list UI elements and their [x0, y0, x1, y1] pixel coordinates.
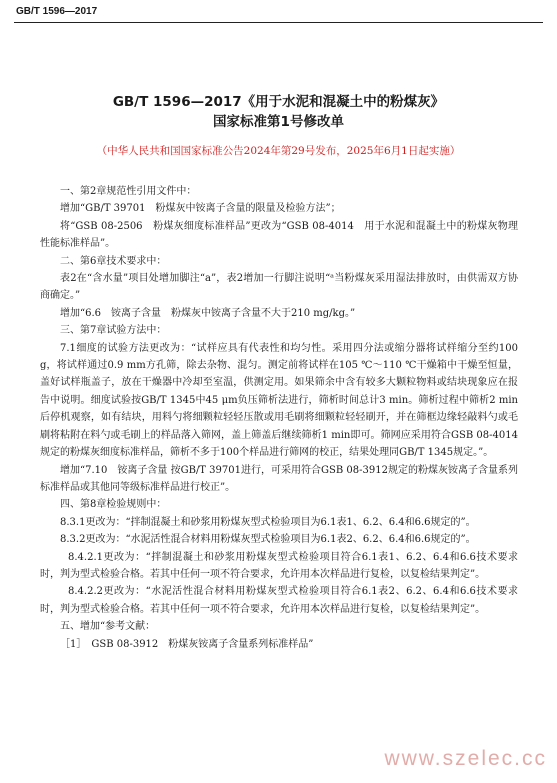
section-heading: 二、第6章技术要求中： — [60, 255, 167, 267]
paragraph: 8.4.2.1更改为：“拌制混凝土和砂浆用粉煤灰型式检验项目符合6.1表1、6.2、6.4和6.6技术要求时，判为型式检验合格。若其中任何一项不符合要求，允许用本次样品进行复检，以复检结果判定”。 — [40, 551, 518, 580]
section-heading: 三、第7章试验方法中： — [60, 325, 167, 337]
section-heading: 一、第2章规范性引用文件中： — [60, 186, 197, 197]
header-divider — [14, 22, 543, 23]
document-title: GB/T 1596—2017《用于水泥和混凝土中的粉煤灰》 — [112, 94, 445, 110]
paragraph: 8.3.2更改为：“水泥活性混合材料用粉煤灰型式检验项目为6.1表2、6.2、6.4和6.6规定的”。 — [60, 534, 476, 546]
standard-number-header: GB/T 1596—2017 — [16, 6, 98, 17]
paragraph: 增加“GB/T 39701 粉煤灰中铵离子含量的限量及检验方法”； — [60, 203, 341, 215]
paragraph: 8.4.2.2更改为：“水泥活性混合材料用粉煤灰型式检验项目符合6.1表2、6.2、6.4和6.6技术要求时，判为型式检验合格。若其中任何一项不符合要求，允许用本次样品进行复检，以复检结果判定”。 — [40, 586, 518, 615]
publication-notice: （中华人民共和国国家标准公告2024年第29号发布，2025年6月1日起实施） — [96, 145, 461, 157]
site-watermark: www.szelec.cc — [384, 747, 547, 770]
paragraph: 8.3.1更改为：“拌制混凝土和砂浆用粉煤灰型式检验项目为6.1表1、6.2、6.4和6.6规定的”。 — [60, 516, 476, 528]
section-heading: 四、第8章检验规则中： — [60, 499, 167, 511]
paragraph: 增加“7.10 铵离子含量 按GB/T 39701进行，可采用符合GSB 08-3912规定的粉煤灰铵离子含量系列标准样品或其他同等级标准样品进行校正”。 — [40, 464, 518, 493]
document-body — [40, 183, 518, 653]
paragraph: 表2在“含水量”项目处增加脚注“a”，表2增加一行脚注说明“ᵃ当粉煤灰采用湿法排放时，由供需双方协商确定。” — [40, 273, 518, 302]
paragraph: 将“GSB 08-2506 粉煤灰细度标准样品”更改为“GSB 08-4014 用于水泥和混凝土中的粉煤灰物理性能标准样品”。 — [40, 220, 518, 250]
paragraph: 增加“6.6 铵离子含量 粉煤灰中铵离子含量不大于210 mg/kg。” — [60, 307, 356, 319]
section-heading: 五、增加“参考文献： — [60, 621, 156, 633]
document-subtitle: 国家标准第1号修改单 — [213, 114, 344, 130]
reference-entry: ［1］ GSB 08-3912 粉煤灰铵离子含量系列标准样品” — [60, 638, 314, 650]
paragraph: 7.1细度的试验方法更改为：“试样应具有代表性和均匀性。采用四分法或缩分器将试样缩分至约100 g，将试样通过0.9 mm方孔筛，除去杂物、混匀。测定前将试样在105 ℃～110 ℃干燥箱中干燥至恒量，盖好试样瓶盖子，放在干燥器中冷却至室温，供测定用。如果筛余中含有较多大颗粒物料或结块现象应在报告中说明。细度试验按GB/T 1345中45 μm负压筛析法进行，筛析时间总计3 min。筛析过程中筛析2 min后停机观察，如有结块，用料勺将细颗粒轻轻压散或用毛刷将细颗粒轻轻刷开，并在筛框边缘轻敲料勺或毛刷将粘附在料勺或毛刷上的样品落入筛网，盖上筛盖后继续筛析1 min即可。筛网应采用符合GSB 08-4014规定的粉煤灰细度标准样品，筛析不多于100个样品进行筛网的校正，结果处理同GB/T 1345规定。”。 — [40, 342, 518, 459]
